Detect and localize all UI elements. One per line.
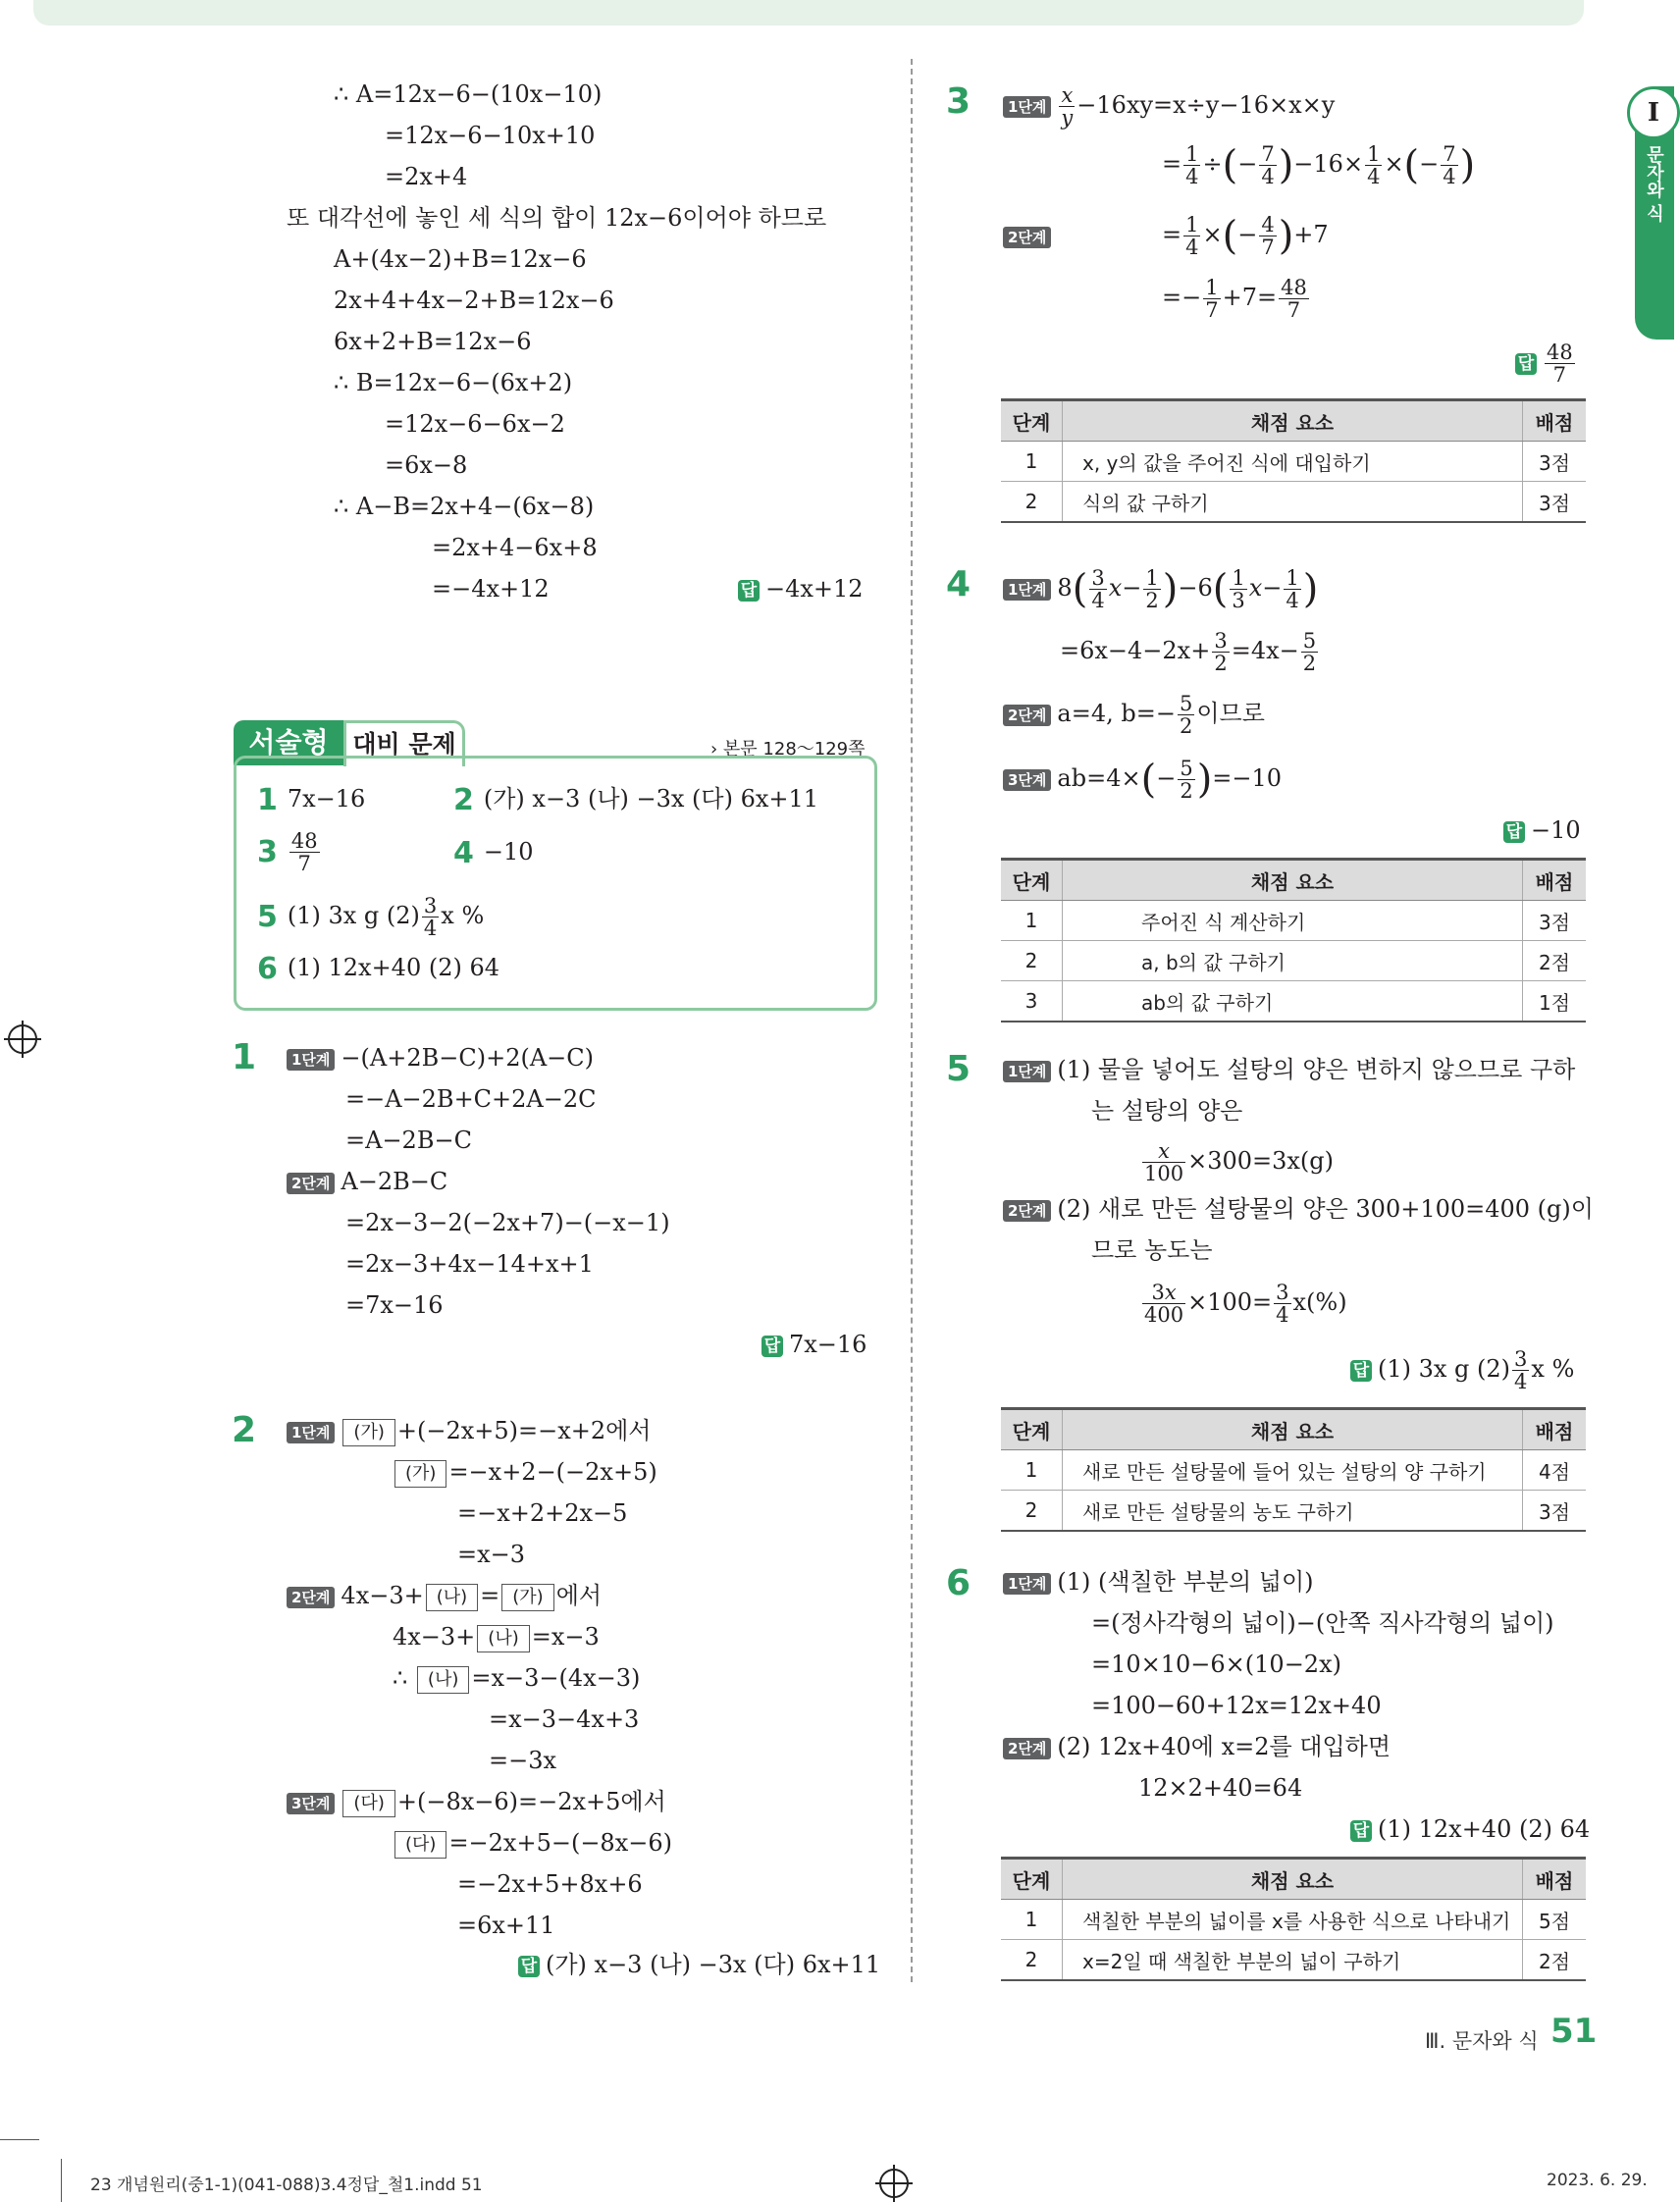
answer-icon: 답 — [738, 580, 760, 602]
cont-line-8: ∴ B=12x−6−(6x+2) — [334, 369, 573, 396]
p2-line-2: (가) =−x+2−(−2x+5) — [393, 1454, 657, 1490]
cont-answer: 답 −4x+12 — [738, 571, 864, 606]
p5-line-5: 므로 농도는 — [1091, 1236, 1213, 1264]
p6-line-6: 12×2+40=64 — [1138, 1774, 1303, 1802]
top-banner — [33, 0, 1584, 26]
summary-item-1: 1 7x−16 — [257, 782, 366, 817]
page-number: 51 — [1550, 2012, 1598, 2051]
p2-line-4: =x−3 — [457, 1541, 526, 1568]
problem-2-number: 2 — [232, 1410, 257, 1450]
p4-line-4: 3단계 ab=4×(− $\frac{5}{2}$ )=−10 — [1003, 758, 1282, 802]
p6-grading-table: 단계 채점 요소 배점 1 색칠한 부분의 넓이를 x를 사용한 식으로 나타내기 5점 2 x=2일 때 색칠한 부분의 넓이 구하기 2점 — [1001, 1857, 1586, 1981]
cont-line-1: ∴ A=12x−6−(10x−10) — [334, 80, 603, 108]
registration-mark-icon — [879, 2169, 909, 2198]
p2-line-8: =x−3−4x+3 — [489, 1705, 640, 1733]
p5-line-4: 2단계 (2) 새로 만든 설탕물의 양은 300+100=400 (g)이 — [1003, 1191, 1594, 1227]
chapter-side-title: 문자와 식 — [1644, 145, 1664, 223]
problem-6-number: 6 — [946, 1563, 971, 1603]
summary-item-2: 2 (가) x−3 (나) −3x (다) 6x+11 — [453, 782, 819, 817]
p3-line-2: = $\frac{1}{4}$ ÷(− $\frac{7}{4}$ )−16× $\frac{1}{4}$ ×(− $\frac{7}{4}$ ) — [1162, 142, 1476, 188]
p5-line-6: $\frac{3x}{400}$ ×100= $\frac{3}{4}$ x(%) — [1144, 1281, 1347, 1327]
summary-ref: › 본문 128～129쪽 — [710, 739, 866, 760]
p1-line-4: 2단계 A−2B−C — [287, 1164, 447, 1199]
footer-section: Ⅲ. 문자와 식 — [1425, 2029, 1539, 2053]
p5-answer: 답 (1) 3x g (2) $\frac{3}{4}$ x % — [1350, 1348, 1574, 1392]
p3-grading-table: 단계 채점 요소 배점 1 x, y의 값을 주어진 식에 대입하기 3점 2 식의 값 구하기 3점 — [1001, 398, 1586, 523]
problem-5-number: 5 — [946, 1049, 971, 1089]
p2-answer: 답 (가) x−3 (나) −3x (다) 6x+11 — [518, 1947, 880, 1982]
footer-date: 2023. 6. 29. — [1547, 2171, 1648, 2190]
cont-line-5: A+(4x−2)+B=12x−6 — [334, 245, 587, 273]
cont-line-12: =2x+4−6x+8 — [432, 534, 598, 561]
p1-line-7: =7x−16 — [345, 1291, 444, 1319]
summary-item-4: 4 −10 — [453, 835, 534, 870]
chapter-number: I — [1627, 86, 1680, 139]
p6-line-4: =100−60+12x=12x+40 — [1091, 1692, 1382, 1719]
footer-file: 23 개념원리(중1-1)(041-088)3.4정답_철1.indd 51 — [90, 2176, 483, 2195]
p5-grading-table: 단계 채점 요소 배점 1 새로 만든 설탕물에 들어 있는 설탕의 양 구하기 4점 2 새로 만든 설탕물의 농도 구하기 3점 — [1001, 1407, 1586, 1532]
p4-answer: 답 −10 — [1503, 813, 1581, 848]
p5-line-3: $\frac{x}{100}$ ×300=3x(g) — [1144, 1139, 1335, 1185]
p2-line-12: =−2x+5+8x+6 — [457, 1870, 643, 1898]
problem-1-number: 1 — [232, 1037, 257, 1077]
cont-line-10: =6x−8 — [385, 451, 468, 479]
crop-mark — [0, 2139, 39, 2140]
p6-line-3: =10×10−6×(10−2x) — [1091, 1651, 1341, 1678]
summary-item-6: 6 (1) 12x+40 (2) 64 — [257, 951, 500, 986]
p3-line-4: =− $\frac{1}{7}$ +7= $\frac{48}{7}$ — [1162, 276, 1307, 322]
p2-line-10: 3단계 (다) +(−8x−6)=−2x+5에서 — [287, 1784, 666, 1819]
summary-item-5: 5 (1) 3x g (2) $\frac{3}{4}$ x % — [257, 894, 485, 940]
p3-line-1: 1단계 $\frac{x}{y}$ −16xy=x÷y−16×x×y — [1003, 84, 1335, 129]
summary-tab-sub: 대비 문제 — [343, 720, 465, 766]
cont-line-13: =−4x+12 — [432, 575, 550, 603]
p1-line-5: =2x−3−2(−2x+7)−(−x−1) — [345, 1209, 670, 1236]
column-divider — [911, 59, 913, 1982]
cont-line-7: 6x+2+B=12x−6 — [334, 328, 532, 355]
p2-line-3: =−x+2+2x−5 — [457, 1499, 628, 1527]
p3-line-3b: = $\frac{1}{4}$ ×(− $\frac{4}{7}$ )+7 — [1162, 213, 1329, 259]
p6-line-1: 1단계 (1) (색칠한 부분의 넓이) — [1003, 1564, 1314, 1599]
p3-answer: 답 $\frac{48}{7}$ — [1515, 341, 1577, 386]
problem-3-number: 3 — [946, 81, 971, 122]
p5-line-1: 1단계 (1) 물을 넣어도 설탕의 양은 변하지 않으므로 구하 — [1003, 1052, 1575, 1087]
p2-line-13: =6x+11 — [457, 1912, 555, 1939]
problem-4-number: 4 — [946, 564, 971, 604]
p1-answer: 답 7x−16 — [761, 1327, 866, 1362]
p2-line-1: 1단계 (가) +(−2x+5)=−x+2에서 — [287, 1413, 652, 1448]
p4-line-3: 2단계 a=4, b=− $\frac{5}{2}$ 이므로 — [1003, 693, 1265, 737]
cont-line-2: =12x−6−10x+10 — [385, 122, 596, 149]
p6-answer: 답 (1) 12x+40 (2) 64 — [1350, 1811, 1590, 1847]
p1-line-6: =2x−3+4x−14+x+1 — [345, 1250, 594, 1278]
p2-line-5: 2단계 4x−3+ (나) = (가) 에서 — [287, 1578, 602, 1613]
p4-line-2: =6x−4−2x+ $\frac{3}{2}$ =4x− $\frac{5}{2}$ — [1060, 629, 1317, 675]
cont-line-3: =2x+4 — [385, 163, 468, 190]
cont-line-4: 또 대각선에 놓인 세 식의 합이 12x−6이어야 하므로 — [287, 204, 827, 232]
p1-line-2: =−A−2B+C+2A−2C — [345, 1085, 597, 1113]
summary-item-3: 3 $\frac{48}{7}$ — [257, 829, 318, 875]
p2-line-11: (다) =−2x+5−(−8x−6) — [393, 1825, 672, 1861]
p4-line-1: 1단계 8( $\frac{3}{4}$ x− $\frac{1}{2}$ )−6( $\frac{1}{3}$ x− $\frac{1}{4}$ ) — [1003, 567, 1318, 611]
crop-mark — [61, 2159, 62, 2202]
p5-line-2: 는 설탕의 양은 — [1091, 1097, 1243, 1125]
p1-line-1: 1단계 −(A+2B−C)+2(A−C) — [287, 1040, 594, 1075]
cont-line-11: ∴ A−B=2x+4−(6x−8) — [334, 493, 595, 520]
cont-line-9: =12x−6−6x−2 — [385, 410, 565, 438]
p6-line-2: =(정사각형의 넓이)−(안쪽 직사각형의 넓이) — [1091, 1609, 1554, 1637]
p2-line-7: ∴ (나) =x−3−(4x−3) — [393, 1664, 641, 1692]
summary-tab-main: 서술형 — [234, 720, 343, 765]
p4-grading-table: 단계 채점 요소 배점 1 주어진 식 계산하기 3점 2 a, b의 값 구하기 2점 3 ab의 값 구하기 1점 — [1001, 858, 1586, 1022]
p2-line-6: 4x−3+ (나) =x−3 — [393, 1623, 600, 1651]
p1-line-3: =A−2B−C — [345, 1127, 472, 1154]
registration-mark-icon — [8, 1024, 37, 1054]
p3-line-3: 2단계 — [1003, 218, 1057, 253]
p6-line-5: 2단계 (2) 12x+40에 x=2를 대입하면 — [1003, 1729, 1391, 1764]
p2-line-9: =−3x — [489, 1747, 557, 1774]
cont-line-6: 2x+4+4x−2+B=12x−6 — [334, 287, 614, 314]
